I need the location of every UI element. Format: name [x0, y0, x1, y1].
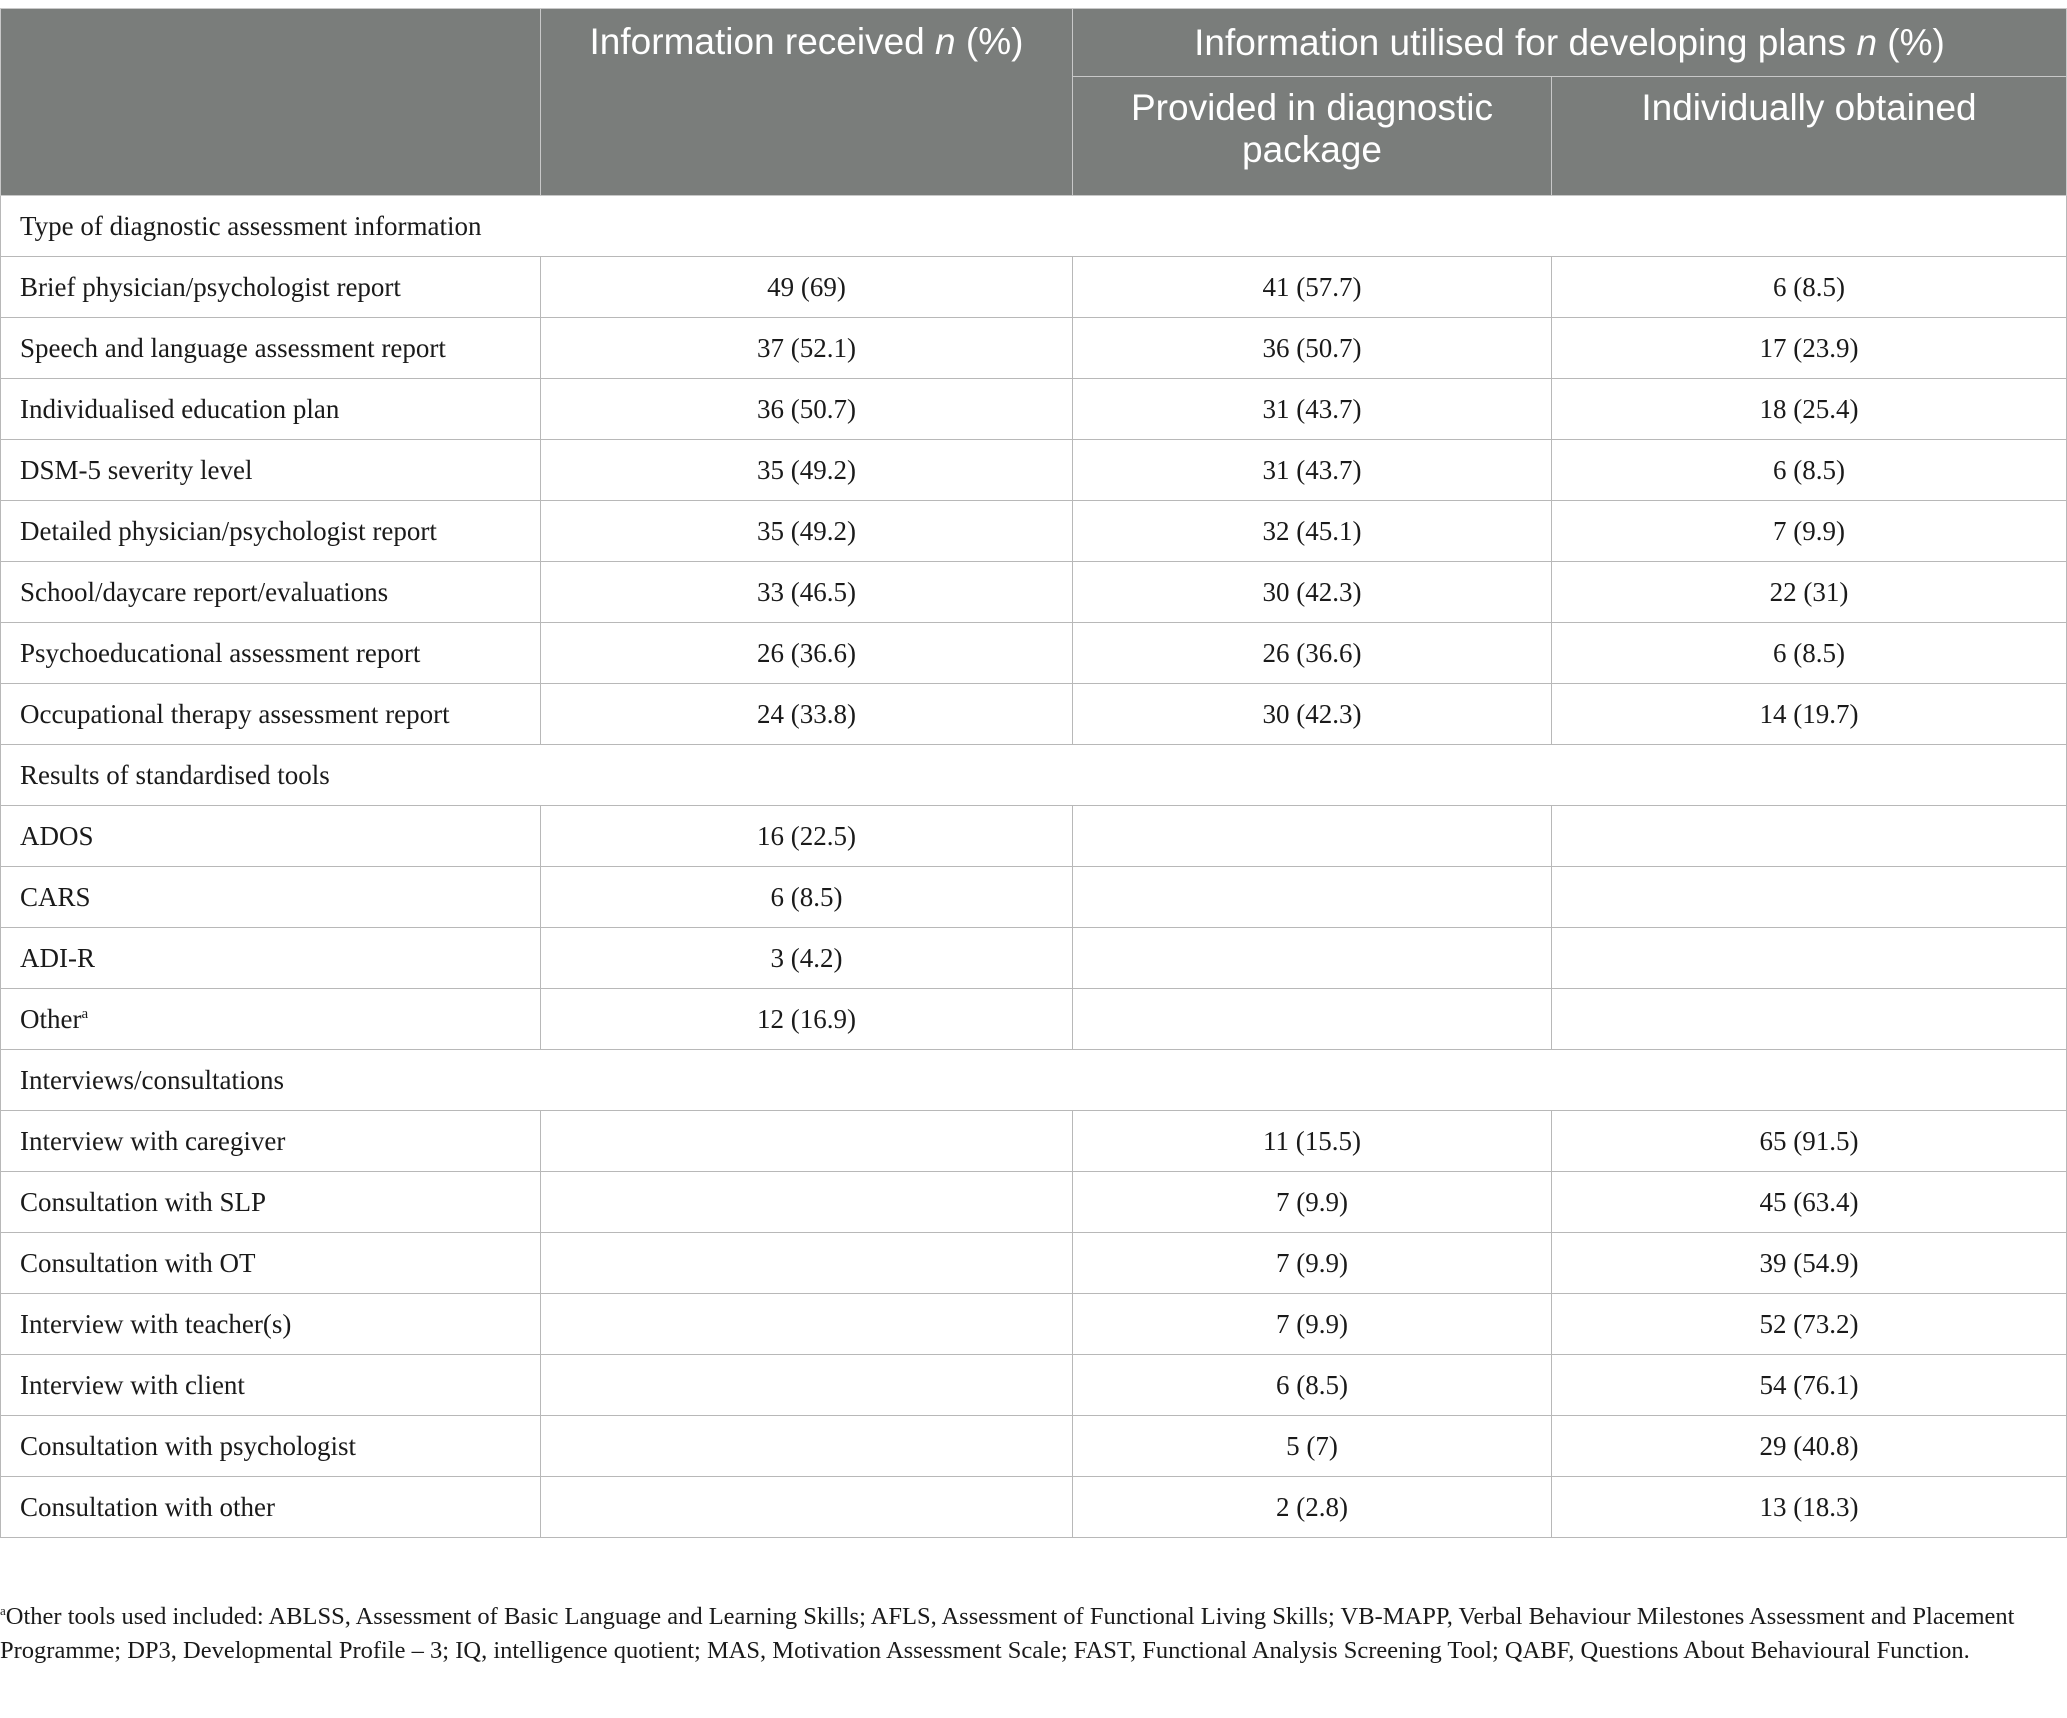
table-row: [1, 1172, 2067, 1233]
row-label-cell: [1, 1233, 541, 1294]
row-label-cell: [1, 1172, 541, 1233]
table-row: [1, 684, 2067, 745]
header-utilised-suffix: (%): [1877, 21, 1945, 63]
provided-cell: 7 (9.9): [1073, 1172, 1552, 1233]
row-label: Interview with teacher(s): [20, 1308, 292, 1339]
row-label: Interview with caregiver: [20, 1125, 286, 1156]
received-cell: 36 (50.7): [541, 379, 1073, 440]
row-label: Consultation with OT: [20, 1247, 256, 1278]
provided-cell: 31 (43.7): [1073, 440, 1552, 501]
row-label-cell: [1, 1477, 541, 1538]
row-label: CARS: [20, 881, 91, 912]
provided-cell: [1073, 867, 1552, 928]
row-label-cell: [1, 1111, 541, 1172]
table-row: [1, 318, 2067, 379]
row-label: Interview with client: [20, 1369, 245, 1400]
individual-cell: 65 (91.5): [1552, 1111, 2067, 1172]
row-label: Occupational therapy assessment report: [20, 698, 450, 729]
received-cell: 16 (22.5): [541, 806, 1073, 867]
footnote-marker: a: [0, 1603, 6, 1618]
individual-cell: [1552, 867, 2067, 928]
table-row: [1, 623, 2067, 684]
row-label-cell: [1, 318, 541, 379]
section-header-row: [1, 1050, 2067, 1111]
table-header: [1, 9, 2067, 196]
individual-cell: [1552, 989, 2067, 1050]
section-title: Interviews/consultations: [1, 1050, 2067, 1111]
table-row: [1, 1111, 2067, 1172]
individual-cell: [1552, 928, 2067, 989]
table-row: [1, 257, 2067, 318]
row-label-cell: [1, 989, 541, 1050]
section-title: Results of standardised tools: [1, 745, 2067, 806]
table-row: [1, 867, 2067, 928]
received-cell: 37 (52.1): [541, 318, 1073, 379]
table-row: [1, 1233, 2067, 1294]
individual-cell: [1552, 806, 2067, 867]
table-row: [1, 1355, 2067, 1416]
individual-cell: 39 (54.9): [1552, 1233, 2067, 1294]
section-title: Type of diagnostic assessment information: [1, 196, 2067, 257]
individual-cell: 6 (8.5): [1552, 623, 2067, 684]
received-cell: [541, 1111, 1073, 1172]
received-cell: 26 (36.6): [541, 623, 1073, 684]
individual-cell: 45 (63.4): [1552, 1172, 2067, 1233]
header-utilised-n: n: [1856, 21, 1878, 63]
row-label: Brief physician/psychologist report: [20, 271, 401, 302]
individual-cell: 29 (40.8): [1552, 1416, 2067, 1477]
provided-cell: 7 (9.9): [1073, 1233, 1552, 1294]
received-cell: [541, 1355, 1073, 1416]
footnote-ref: a: [81, 1005, 89, 1022]
provided-cell: 30 (42.3): [1073, 684, 1552, 745]
row-label: Detailed physician/psychologist report: [20, 515, 437, 546]
table-row: [1, 562, 2067, 623]
header-information-utilised: [1073, 9, 2067, 77]
table-row: [1, 989, 2067, 1050]
individual-cell: 13 (18.3): [1552, 1477, 2067, 1538]
received-cell: 3 (4.2): [541, 928, 1073, 989]
row-label-cell: [1, 501, 541, 562]
row-label: Individualised education plan: [20, 393, 340, 424]
provided-cell: [1073, 806, 1552, 867]
row-label-cell: [1, 623, 541, 684]
received-cell: 35 (49.2): [541, 501, 1073, 562]
row-label: Other: [20, 1003, 82, 1034]
header-provided-in-package: Provided in diagnostic package: [1073, 77, 1552, 196]
row-label-cell: [1, 806, 541, 867]
row-label: ADOS: [20, 820, 94, 851]
table-body: [1, 196, 2067, 1538]
received-cell: 35 (49.2): [541, 440, 1073, 501]
individual-cell: 14 (19.7): [1552, 684, 2067, 745]
individual-cell: 6 (8.5): [1552, 440, 2067, 501]
provided-cell: 26 (36.6): [1073, 623, 1552, 684]
provided-cell: 11 (15.5): [1073, 1111, 1552, 1172]
row-label: School/daycare report/evaluations: [20, 576, 389, 607]
received-cell: 33 (46.5): [541, 562, 1073, 623]
header-received-prefix: Information received: [589, 21, 936, 62]
received-cell: 24 (33.8): [541, 684, 1073, 745]
individual-cell: 18 (25.4): [1552, 379, 2067, 440]
row-label: Consultation with SLP: [20, 1186, 267, 1217]
footnote-text: Other tools used included: ABLSS, Assessment of Basic Language and Learning Skills; AFLS, Assessment of Functional Living Skills; VB-MAPP, Verbal Behaviour Milestones Assessment and Placement Programme; DP3, Developmental Profile – 3; IQ, intelligence quotient; MAS, Motivation Assessment Scale; FAST, Functional Analysis Screening Tool; QABF, Questions About Behavioural Function.: [0, 1603, 2015, 1664]
row-label-cell: [1, 562, 541, 623]
header-individually-obtained: Individually obtained: [1552, 77, 2067, 196]
header-information-received: [541, 9, 1073, 196]
table-row: [1, 379, 2067, 440]
section-header-row: [1, 196, 2067, 257]
table-row: [1, 1294, 2067, 1355]
received-cell: 6 (8.5): [541, 867, 1073, 928]
results-table: [0, 8, 2067, 1538]
provided-cell: 32 (45.1): [1073, 501, 1552, 562]
individual-cell: 17 (23.9): [1552, 318, 2067, 379]
provided-cell: 41 (57.7): [1073, 257, 1552, 318]
provided-cell: 2 (2.8): [1073, 1477, 1552, 1538]
row-label-cell: [1, 257, 541, 318]
table-row: [1, 440, 2067, 501]
received-cell: 12 (16.9): [541, 989, 1073, 1050]
received-cell: 49 (69): [541, 257, 1073, 318]
row-label-cell: [1, 684, 541, 745]
header-received-n: n: [935, 21, 956, 62]
provided-cell: 6 (8.5): [1073, 1355, 1552, 1416]
row-label-cell: [1, 928, 541, 989]
received-cell: [541, 1416, 1073, 1477]
individual-cell: 54 (76.1): [1552, 1355, 2067, 1416]
table-row: [1, 1477, 2067, 1538]
provided-cell: [1073, 928, 1552, 989]
table-row: [1, 928, 2067, 989]
row-label: Consultation with other: [20, 1491, 275, 1522]
provided-cell: 5 (7): [1073, 1416, 1552, 1477]
provided-cell: 36 (50.7): [1073, 318, 1552, 379]
individual-cell: 7 (9.9): [1552, 501, 2067, 562]
individual-cell: 22 (31): [1552, 562, 2067, 623]
provided-cell: 31 (43.7): [1073, 379, 1552, 440]
footnote: [0, 1600, 2060, 1668]
section-header-row: [1, 745, 2067, 806]
individual-cell: 6 (8.5): [1552, 257, 2067, 318]
individual-cell: 52 (73.2): [1552, 1294, 2067, 1355]
header-received-suffix: (%): [955, 21, 1024, 62]
header-utilised-prefix: Information utilised for developing plans: [1194, 21, 1857, 63]
row-label-cell: [1, 1294, 541, 1355]
row-label-cell: [1, 379, 541, 440]
provided-cell: [1073, 989, 1552, 1050]
row-label: Consultation with psychologist: [20, 1430, 357, 1461]
received-cell: [541, 1233, 1073, 1294]
header-blank-cell: [1, 9, 541, 196]
received-cell: [541, 1294, 1073, 1355]
row-label: Speech and language assessment report: [20, 332, 446, 363]
table-row: [1, 806, 2067, 867]
received-cell: [541, 1172, 1073, 1233]
table-row: [1, 501, 2067, 562]
row-label: Psychoeducational assessment report: [20, 637, 421, 668]
row-label: DSM-5 severity level: [20, 454, 253, 485]
row-label-cell: [1, 440, 541, 501]
row-label-cell: [1, 1355, 541, 1416]
table-row: [1, 1416, 2067, 1477]
provided-cell: 30 (42.3): [1073, 562, 1552, 623]
row-label-cell: [1, 867, 541, 928]
row-label: ADI-R: [20, 942, 95, 973]
received-cell: [541, 1477, 1073, 1538]
row-label-cell: [1, 1416, 541, 1477]
provided-cell: 7 (9.9): [1073, 1294, 1552, 1355]
